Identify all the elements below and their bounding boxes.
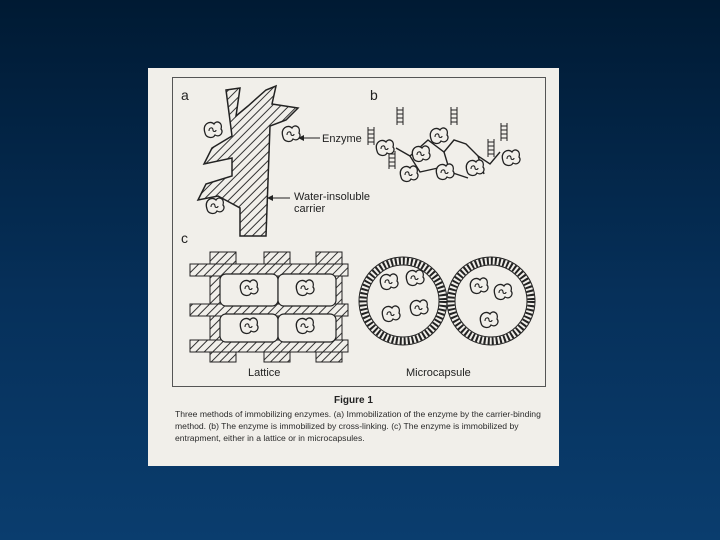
cross-linked-enzymes <box>368 107 520 181</box>
lattice-label: Lattice <box>248 367 281 379</box>
carrier-label-line2: carrier <box>294 203 326 215</box>
microcapsule-label: Microcapsule <box>406 367 471 379</box>
lattice-structure <box>190 252 348 362</box>
panel-a-label: a <box>181 87 189 103</box>
figure-image <box>148 68 559 466</box>
immobilization-diagram <box>148 68 559 398</box>
microcapsules <box>359 257 535 345</box>
figure-caption-text: Three methods of immobilizing enzymes. (a) Immobilization of the enzyme by the carrier-binding method. (b) The enzyme is immobilized by cross-linking. (c) The enzyme is immobilized by entrapment, either in a lattice or in microcapsules. <box>175 409 541 443</box>
figure-caption-title: Figure 1 <box>334 395 373 406</box>
panel-b-label: b <box>370 87 378 103</box>
panel-c-label: c <box>181 230 188 246</box>
carrier-label-line1: Water-insoluble <box>294 191 371 203</box>
enzyme-label: Enzyme <box>322 133 362 145</box>
